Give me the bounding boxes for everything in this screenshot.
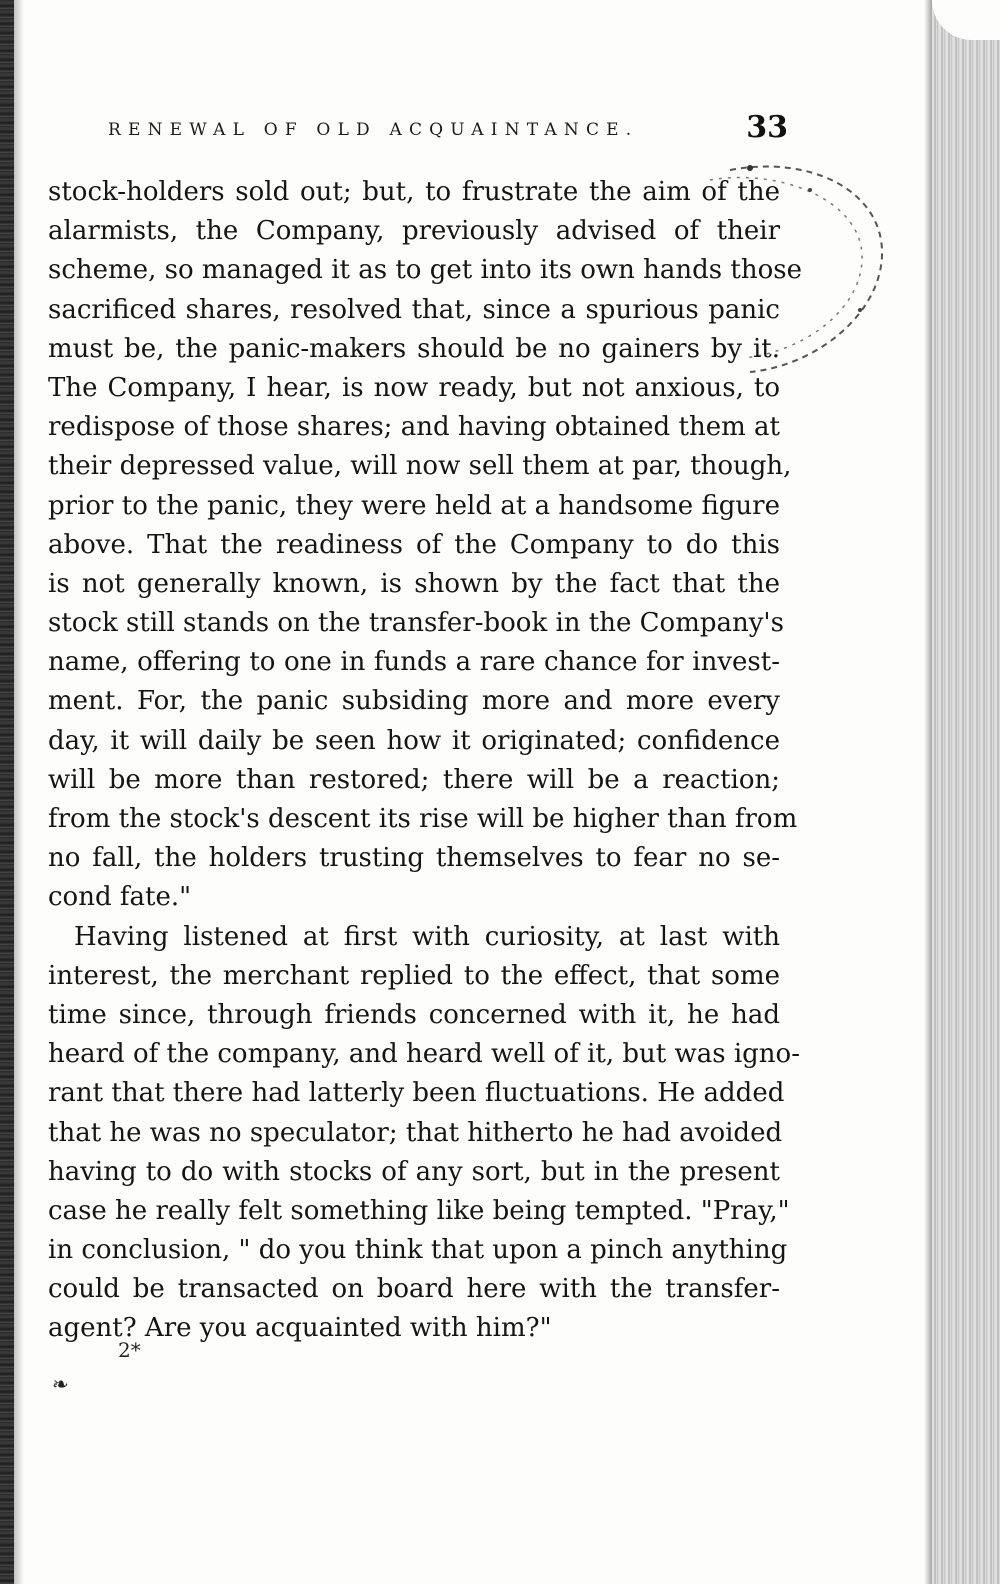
binding-edge — [0, 0, 14, 1584]
text-line: will be more than restored; there will be a reaction; — [48, 764, 780, 795]
page-edge-shadow — [924, 0, 932, 1584]
text-line: having to do with stocks of any sort, but in the present — [48, 1156, 780, 1187]
page-stack-edge — [932, 0, 1000, 1584]
text-line: above. That the readiness of the Company to do this — [48, 529, 780, 560]
binding-shadow — [14, 0, 24, 1584]
text-line: must be, the panic-makers should be no gainers by it. — [48, 333, 780, 364]
text-line: Having listened at first with curiosity, at last with — [74, 921, 780, 952]
body-text — [48, 173, 802, 1349]
text-line: prior to the panic, they were held at a handsome figure — [48, 490, 780, 521]
text-line: in conclusion, " do you think that upon a pinch anything — [48, 1235, 788, 1266]
text-line: sacrificed shares, resolved that, since a spurious panic — [48, 294, 780, 325]
text-line: day, it will daily be seen how it originated; confidence — [48, 725, 780, 756]
text-line: interest, the merchant replied to the effect, that some — [48, 960, 780, 991]
text-line: ment. For, the panic subsiding more and more every — [48, 686, 780, 717]
text-line: stock still stands on the transfer-book in the Company's — [48, 608, 784, 639]
ornament-icon: ❧ — [52, 1372, 69, 1396]
text-line: is not generally known, is shown by the fact that the — [48, 568, 780, 599]
running-title: RENEWAL OF OLD ACQUAINTANCE. — [108, 120, 639, 140]
text-line: alarmists, the Company, previously advised of their — [48, 216, 780, 247]
text-line: their depressed value, will now sell them at par, though, — [48, 451, 792, 482]
text-line: heard of the company, and heard well of it, but was igno- — [48, 1039, 800, 1070]
page-number: 33 — [746, 110, 788, 145]
text-line: case he really felt something like being tempted. "Pray," — [48, 1195, 790, 1226]
running-head — [108, 110, 788, 150]
text-line: cond fate." — [48, 882, 192, 913]
text-line: no fall, the holders trusting themselves to fear no se- — [48, 843, 780, 874]
text-line: redispose of those shares; and having obtained them at — [48, 412, 780, 443]
text-line: scheme, so managed it as to get into its own hands those — [48, 255, 802, 286]
text-line: name, offering to one in funds a rare chance for invest- — [48, 647, 780, 678]
text-line: could be transacted on board here with the transfer- — [48, 1274, 780, 1305]
text-line: time since, through friends concerned with it, he had — [48, 999, 780, 1030]
text-line: from the stock's descent its rise will be higher than from — [48, 804, 798, 834]
text-line: stock-holders sold out; but, to frustrate the aim of the — [48, 177, 780, 207]
text-line: that he was no speculator; that hitherto he had avoided — [48, 1117, 783, 1148]
text-line: rant that there had latterly been fluctuations. He added — [48, 1078, 785, 1109]
text-line: agent? Are you acquainted with him?" — [48, 1313, 552, 1344]
text-line: The Company, I hear, is now ready, but not anxious, to — [48, 372, 780, 403]
signature-mark: 2* — [118, 1338, 141, 1362]
